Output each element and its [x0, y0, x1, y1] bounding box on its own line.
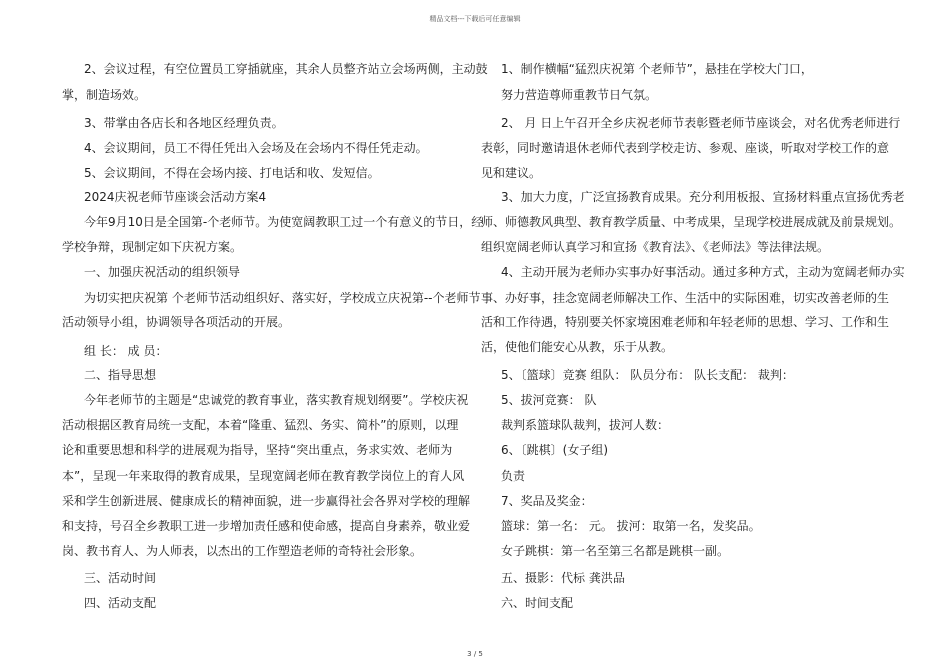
paragraph-line: 3、加大力度，广泛宣扬教育成果。充分利用板报、宣扬材料重点宣扬优秀老	[501, 190, 905, 204]
section-heading: 六、时间支配	[501, 596, 574, 610]
paragraph-line: 女子跳棋：第一名至第三名都是跳棋一副。	[501, 544, 730, 558]
page-header: 精品文档---下载后可任意编辑	[429, 15, 521, 23]
paragraph-line: 活和工作待遇，特别要关怀家境困难老师和年轻老师的思想、学习、工作和生	[481, 315, 890, 329]
paragraph-line: 岗、教书育人、为人师表，以杰出的工作塑造老师的奇特社会形象。	[62, 544, 423, 558]
paragraph-line: 事、办好事，挂念宽阔老师解决工作、生活中的实际困难，切实改善老师的生	[481, 291, 890, 305]
paragraph-line: 4、会议期间，员工不得任凭出入会场及在会场内不得任凭走动。	[84, 141, 428, 155]
section-heading: 一、加强庆祝活动的组织领导	[84, 265, 241, 279]
paragraph-line: 表彰，同时邀请退休老师代表到学校走访、参观、座谈，听取对学校工作的意	[481, 141, 890, 155]
paragraph-line: 活动根据区教育局统一支配，本着“隆重、猛烈、务实、简朴”的原则，以理	[62, 418, 459, 432]
section-heading: 2024庆祝老师节座谈会活动方案4	[84, 190, 267, 204]
paragraph-line: 和支持，号召全乡教职工进一步增加责任感和使命感，提高自身素养，敬业爱	[62, 519, 471, 533]
paragraph-line: 今年老师节的主题是“忠诚党的教育事业，落实教育规划纲要”。学校庆祝	[84, 393, 469, 407]
paragraph-line: 5、拔河竞赛： 队	[501, 393, 597, 407]
paragraph-line: 本”，呈现一年来取得的教育成果，呈现宽阔老师在教育教学岗位上的育人风	[62, 469, 465, 483]
paragraph-line: 3、带掌由各店长和各地区经理负责。	[84, 116, 284, 130]
paragraph-line: 学校争辩，现制定如下庆祝方案。	[62, 240, 243, 254]
paragraph-line: 组 长： 成 员：	[84, 344, 168, 358]
section-heading: 五、摄影：代标 龚洪品	[501, 571, 625, 585]
paragraph-line: 裁判系篮球队裁判，拔河人数：	[501, 418, 670, 432]
paragraph-line: 2、会议过程，有空位置员工穿插就座，其余人员整齐站立会场两侧，主动鼓	[84, 62, 488, 76]
paragraph-line: 师、师德教风典型、教育教学质量、中考成果，呈现学校进展成就及前景规划。	[481, 215, 902, 229]
paragraph-line: 活，使他们能安心从教，乐于从教。	[481, 340, 674, 354]
paragraph-line: 活动领导小组，协调领导各项活动的开展。	[62, 315, 291, 329]
page-number: 3 / 5	[467, 650, 483, 658]
paragraph-line: 6、〔跳棋〕(女子组)	[501, 443, 608, 457]
section-heading: 二、指导思想	[84, 368, 157, 382]
section-heading: 三、活动时间	[84, 571, 157, 585]
paragraph-line: 篮球：第一名： 元。 拔河：取第一名，发奖品。	[501, 519, 761, 533]
paragraph-line: 为切实把庆祝第 个老师节活动组织好、落实好，学校成立庆祝第--个老师节	[84, 291, 481, 305]
paragraph-line: 7、奖品及奖金：	[501, 494, 593, 508]
paragraph-line: 5、会议期间，不得在会场内接、打电话和收、发短信。	[84, 166, 380, 180]
paragraph-line: 今年9月10日是全国第-个老师节。为使宽阔教职工过一个有意义的节日，经	[84, 215, 484, 229]
paragraph-line: 组织宽阔老师认真学习和宣扬《教育法》、《老师法》等法律法规。	[481, 240, 830, 254]
paragraph-line: 掌，制造场效。	[62, 88, 147, 102]
paragraph-line: 负责	[501, 469, 526, 483]
paragraph-line: 2、 月 日上午召开全乡庆祝老师节表彰暨老师节座谈会，对名优秀老师进行	[501, 116, 901, 130]
paragraph-line: 1、制作横幅“猛烈庆祝第 个老师节”，悬挂在学校大门口，	[501, 62, 813, 76]
paragraph-line: 采和学生创新进展、健康成长的精神面貌，进一步赢得社会各界对学校的理解	[62, 494, 471, 508]
paragraph-line: 5、〔篮球〕竞赛 组队： 队员分布： 队长支配： 裁判：	[501, 368, 794, 382]
section-heading: 四、活动支配	[84, 596, 157, 610]
paragraph-line: 论和重要思想和科学的进展观为指导，坚持“突出重点，务求实效、老师为	[62, 443, 453, 457]
paragraph-line: 努力营造尊师重教节日气氛。	[501, 88, 658, 102]
paragraph-line: 4、主动开展为老师办实事办好事活动。通过多种方式，主动为宽阔老师办实	[501, 265, 905, 279]
paragraph-line: 见和建议。	[481, 166, 542, 180]
